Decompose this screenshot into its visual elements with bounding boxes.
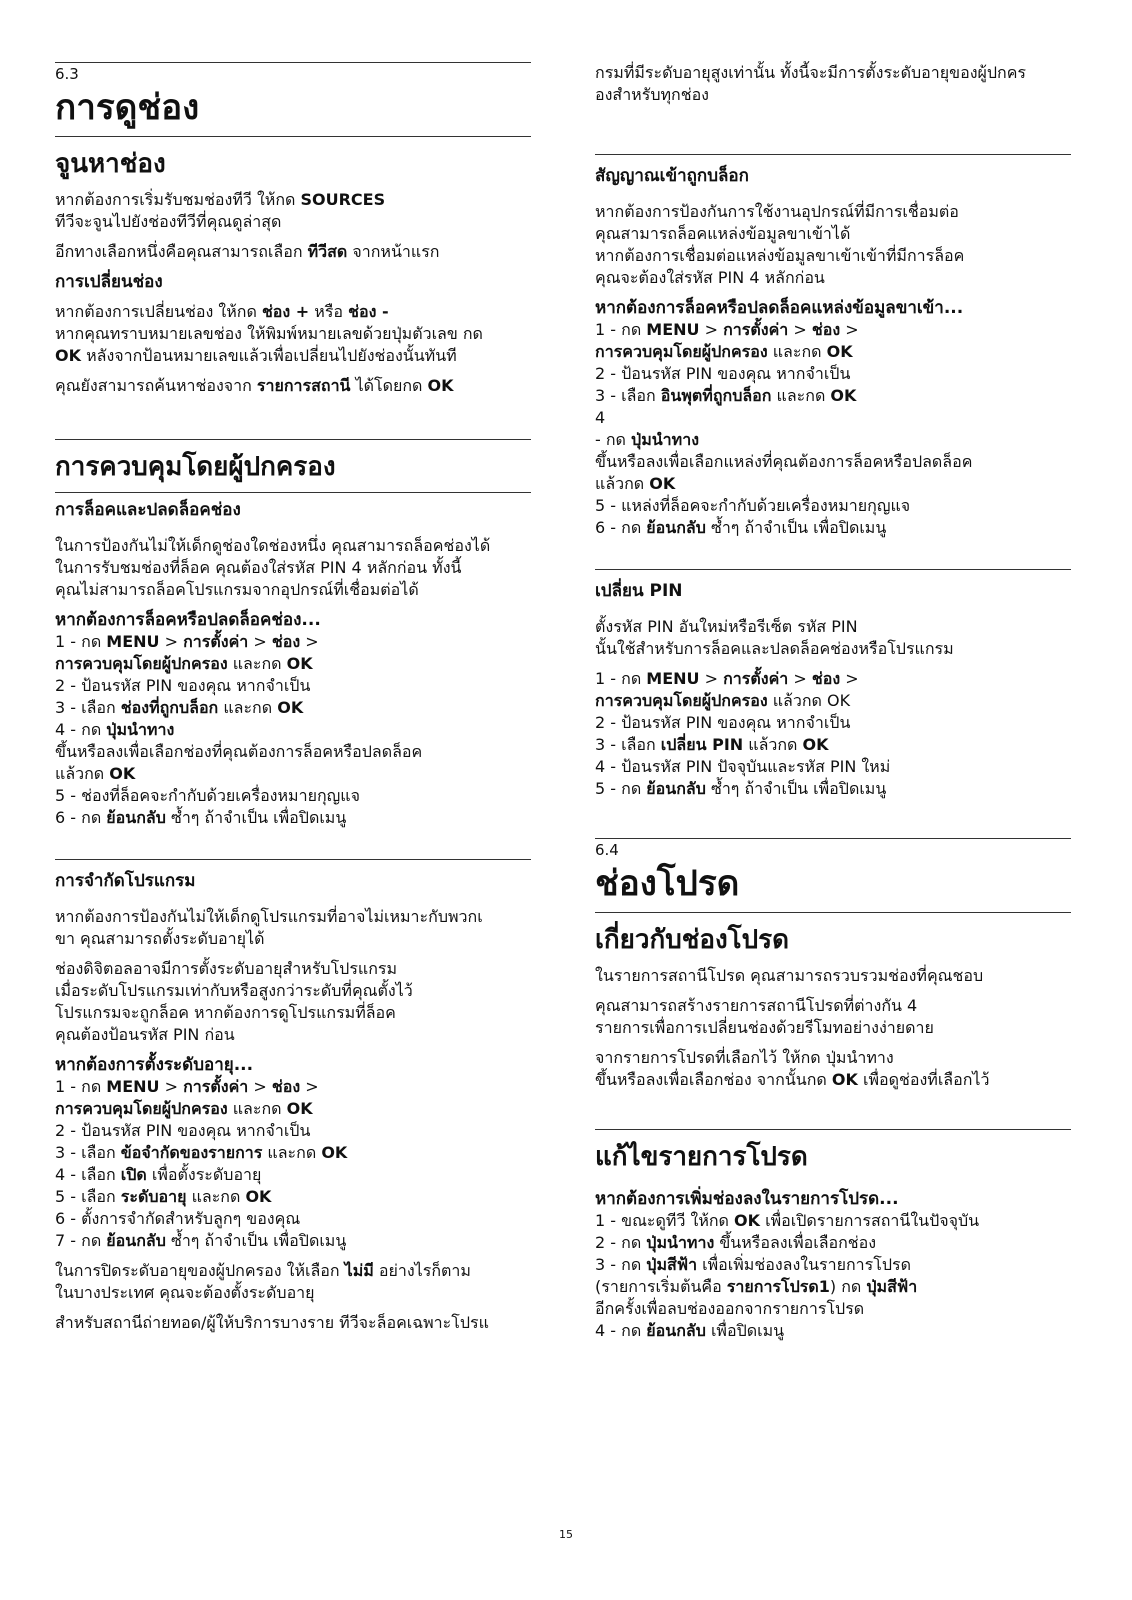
section-title: การดูช่อง	[55, 88, 200, 128]
section-rule	[595, 838, 1071, 839]
rating-paragraph-4: สำหรับสถานีถ่ายทอด/ผู้ให้บริการบางราย ทีวีจะล็อคเฉพาะโปรแ	[55, 1313, 489, 1332]
sub-rule	[595, 154, 1071, 155]
subsection-rule	[595, 912, 1071, 913]
about-paragraph-2: คุณสามารถสร้างรายการสถานีโปรดที่ต่างกัน 4 รายการเพื่อการเปลี่ยนช่องด้วยรีโมทอย่างง่ายดาย	[595, 996, 934, 1037]
continued-paragraph: กรมที่มีระดับอายุสูงเท่านั้น ทั้งนี้จะมีการตั้งระดับอายุของผู้ปกคร องสำหรับทุกช่อง	[595, 63, 1027, 104]
rating-paragraph-3: ในการปิดระดับอายุของผู้ปกครอง ให้เลือก ไม่มี อย่างไรก็ตาม ในบางประเทศ คุณจะต้องตั้งระดับอายุ	[55, 1261, 471, 1302]
rating-steps: หากต้องการตั้งระดับอายุ... 1 - กด MENU > การตั้งค่า > ช่อง > การควบคุมโดยผู้ปกครอง และกด OK 2 - ป้อนรหัส PIN ของคุณ หากจำเป็น 3 - เลือก ข้อจำกัดของรายการ และกด OK 4 - เลือก เปิด เพื่อตั้งระดับอายุ 5 - เลือก ระดับอายุ และกด OK 6 - ตั้งการจำกัดสำหรับลูกๆ ของคุณ 7 - กด ย้อนกลับ ซ้ำๆ ถ้าจำเป็น เพื่อปิดเมนู	[55, 1055, 348, 1250]
inputlock-title: สัญญาณเข้าถูกบล็อก	[595, 166, 749, 186]
rating-paragraph-1: หากต้องการป้องกันไม่ให้เด็กดูโปรแกรมที่อาจไม่เหมาะกับพวกเ ขา คุณสามารถตั้งระดับอายุได้	[55, 907, 483, 948]
subsection-rule	[55, 439, 531, 440]
inputlock-steps: หากต้องการล็อคหรือปลดล็อคแหล่งข้อมูลขาเข้า... 1 - กด MENU > การตั้งค่า > ช่อง > การควบคุมโดยผู้ปกครอง และกด OK 2 - ป้อนรหัส PIN ของคุณ หากจำเป็น 3 - เลือก อินพุตที่ถูกบล็อก และกด OK 4 - กด ปุ่มนำทาง ขึ้นหรือลงเพื่อเลือกแหล่งที่คุณต้องการล็อคหรือปลดล็อค แล้วกด OK 5 - แหล่งที่ล็อคจะกำกับด้วยเครื่องหมายกุญแจ 6 - กด ย้อนกลับ ซ้ำๆ ถ้าจำเป็น เพื่อปิดเมนู	[595, 298, 973, 537]
about-paragraph-1: ในรายการสถานีโปรด คุณสามารถรวบรวมช่องที่คุณชอบ	[595, 966, 984, 985]
subsection-rule	[55, 136, 531, 137]
switch-paragraph-1: หากต้องการเปลี่ยนช่อง ให้กด ช่อง + หรือ ช่อง - หากคุณทราบหมายเลขช่อง ให้พิมพ์หมายเลขด้วยปุ่มตัวเลข กด OK หลังจากป้อนหมายเลขแล้วเพื่อเปลี่ยนไปยังช่องนั้นทันที	[55, 302, 483, 365]
find-paragraph-1: หากต้องการเริ่มรับชมช่องทีวี ให้กด SOURCES ทีวีจะจูนไปยังช่องทีวีที่คุณดูล่าสุด	[55, 190, 386, 231]
lock-title: การล็อคและปลดล็อคช่อง	[55, 500, 241, 520]
pin-paragraph: ตั้งรหัส PIN อันใหม่หรือรีเซ็ต รหัส PIN นั้นใช้สำหรับการล็อคและปลดล็อคช่องหรือโปรแกรม	[595, 617, 954, 658]
switch-title: การเปลี่ยนช่อง	[55, 272, 163, 292]
subsection-rule	[595, 1129, 1071, 1130]
sub-rule	[595, 569, 1071, 570]
pin-steps: 1 - กด MENU > การตั้งค่า > ช่อง > การควบคุมโดยผู้ปกครอง แล้วกด OK 2 - ป้อนรหัส PIN ของคุณ หากจำเป็น 3 - เลือก เปลี่ยน PIN แล้วกด OK 4 - ป้อนรหัส PIN ปัจจุบันและรหัส PIN ใหม่ 5 - กด ย้อนกลับ ซ้ำๆ ถ้าจำเป็น เพื่อปิดเมนู	[595, 669, 891, 798]
inputlock-paragraph: หากต้องการป้องกันการใช้งานอุปกรณ์ที่มีการเชื่อมต่อ คุณสามารถล็อคแหล่งข้อมูลขาเข้าได้ หากต้องการเชื่อมต่อแหล่งข้อมูลขาเข้าเข้าที่มีการล็อค คุณจะต้องใส่รหัส PIN 4 หลักก่อน	[595, 202, 965, 287]
section-number: 6.4	[595, 841, 619, 859]
find-paragraph-2: อีกทางเลือกหนึ่งคือคุณสามารถเลือก ทีวีสด จากหน้าแรก	[55, 242, 440, 261]
sub-rule	[55, 859, 531, 860]
rating-paragraph-2: ช่องดิจิตอลอาจมีการตั้งระดับอายุสำหรับโปรแกรม เมื่อระดับโปรแกรมเท่ากับหรือสูงกว่าระดับที่คุณตั้งไว้ โปรแกรมจะถูกล็อค หากต้องการดูโปรแกรมที่ล็อค คุณต้องป้อนรหัส PIN ก่อน	[55, 959, 413, 1044]
lock-paragraph: ในการป้องกันไม่ให้เด็กดูช่องใดช่องหนึ่ง คุณสามารถล็อคช่องได้ ในการรับชมช่องที่ล็อค คุณต้องใส่รหัส PIN 4 หลักก่อน ทั้งนี้ คุณไม่สามารถล็อคโปรแกรมจากอุปกรณ์ที่เชื่อมต่อได้	[55, 536, 491, 599]
sub-rule	[55, 492, 531, 493]
edit-title: แก้ไขรายการโปรด	[595, 1142, 808, 1172]
about-paragraph-3: จากรายการโปรดที่เลือกไว้ ให้กด ปุ่มนำทาง ขึ้นหรือลงเพื่อเลือกช่อง จากนั้นกด OK เพื่อดูช่องที่เลือกไว้	[595, 1048, 990, 1089]
about-title: เกี่ยวกับช่องโปรด	[595, 925, 789, 955]
switch-paragraph-2: คุณยังสามารถค้นหาช่องจาก รายการสถานี ได้โดยกด OK	[55, 376, 454, 395]
section-number: 6.3	[55, 65, 79, 83]
rating-title: การจำกัดโปรแกรม	[55, 871, 196, 891]
subsection-title: จูนหาช่อง	[55, 149, 166, 179]
right-column	[595, 62, 1071, 1350]
edit-steps: หากต้องการเพิ่มช่องลงในรายการโปรด... 1 - ขณะดูทีวี ให้กด OK เพื่อเปิดรายการสถานีในปัจจุบัน 2 - กด ปุ่มนำทาง ขึ้นหรือลงเพื่อเลือกช่อง 3 - กด ปุ่มสีฟ้า เพื่อเพิ่มช่องลงในรายการโปรด (รายการเริ่มต้นคือ รายการโปรด1) กด ปุ่มสีฟ้า อีกครั้งเพื่อลบช่องออกจากรายการโปรด 4 - กด ย้อนกลับ เพื่อปิดเมนู	[595, 1189, 980, 1340]
page-number: 15	[559, 1528, 573, 1541]
section-rule	[55, 62, 531, 63]
parental-title: การควบคุมโดยผู้ปกครอง	[55, 452, 336, 482]
left-column	[55, 62, 531, 1342]
section-title: ช่องโปรด	[595, 864, 740, 904]
pin-title: เปลี่ยน PIN	[595, 581, 683, 601]
lock-steps: หากต้องการล็อคหรือปลดล็อคช่อง... 1 - กด MENU > การตั้งค่า > ช่อง > การควบคุมโดยผู้ปกครอง และกด OK 2 - ป้อนรหัส PIN ของคุณ หากจำเป็น 3 - เลือก ช่องที่ถูกบล็อก และกด OK 4 - กด ปุ่มนำทาง ขึ้นหรือลงเพื่อเลือกช่องที่คุณต้องการล็อคหรือปลดล็อค แล้วกด OK 5 - ช่องที่ล็อคจะกำกับด้วยเครื่องหมายกุญแจ 6 - กด ย้อนกลับ ซ้ำๆ ถ้าจำเป็น เพื่อปิดเมนู	[55, 610, 423, 827]
